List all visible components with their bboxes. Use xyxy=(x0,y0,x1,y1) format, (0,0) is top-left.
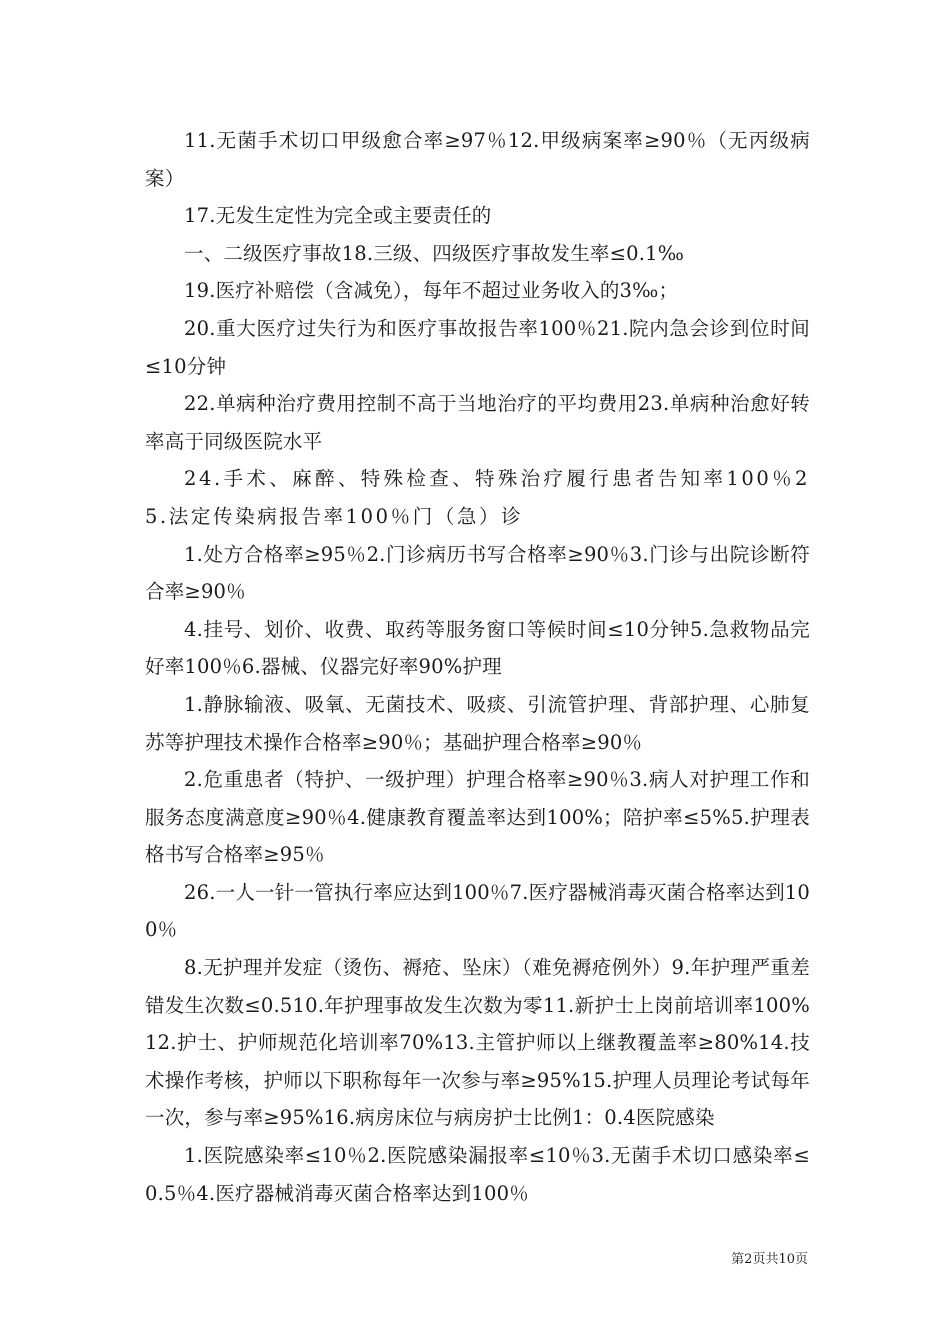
paragraph-1: 11.无菌手术切口甲级愈合率≥97％12.甲级病案率≥90％（无丙级病案） xyxy=(145,129,810,190)
page-number: 第2页共10页 xyxy=(731,1252,808,1267)
paragraph-12: 26.一人一针一管执行率应达到100％7.医疗器械消毒灭菌合格率达到100％ xyxy=(145,880,810,942)
paragraph-4: 19.医疗补赔偿（含减免），每年不超过业务收入的3‰； xyxy=(184,279,679,303)
paragraph-10: 1.静脉输液、吸氧、无菌技术、吸痰、引流管护理、背部护理、心肺复苏等护理技术操作合格率≥90％；基础护理合格率≥90％ xyxy=(145,692,810,754)
paragraph-8: 1.处方合格率≥95％2.门诊病历书写合格率≥90％3.门诊与出院诊断符合率≥90％ xyxy=(145,542,810,604)
paragraph-3: 一、二级医疗事故18.三级、四级医疗事故发生率≤0.1‰ xyxy=(184,241,685,265)
paragraph-6: 22.单病种治疗费用控制不高于当地治疗的平均费用23.单病种治愈好转率高于同级医院水平 xyxy=(145,392,810,453)
paragraph-9: 4.挂号、划价、收费、取药等服务窗口等候时间≤10分钟5.急救物品完好率100％6.器械、仪器完好率90%护理 xyxy=(145,617,810,679)
paragraph-5: 20.重大医疗过失行为和医疗事故报告率100％21.院内急会诊到位时间≤10分钟 xyxy=(145,316,810,378)
paragraph-13: 8.无护理并发症（烫伤、褥疮、坠床）（难免褥疮例外）9.年护理严重差错发生次数≤0.510.年护理事故发生次数为零11.新护士上岗前培训率100%12.护士、护师规范化培训率70%13.主管护师以上继教覆盖率≥80%14.技术操作考核，护师以下职称每年一次参与率≥95%15.护理人员理论考试每年一次，参与率≥95%16.病房床位与病房护士比例1：0.4医院感染 xyxy=(145,956,810,1130)
paragraph-14: 1.医院感染率≤10％2.医院感染漏报率≤10％3.无菌手术切口感染率≤0.5％4.医疗器械消毒灭菌合格率达到100％ xyxy=(145,1144,810,1205)
paragraph-7: 24.手术、麻醉、特殊检查、特殊治疗履行患者告知率100％25.法定传染病报告率100％门（急）诊 xyxy=(145,467,810,528)
paragraph-2: 17.无发生定性为完全或主要责任的 xyxy=(184,204,492,228)
document-body xyxy=(145,122,810,1212)
paragraph-11: 2.危重患者（特护、一级护理）护理合格率≥90％3.病人对护理工作和服务态度满意度≥90％4.健康教育覆盖率达到100%；陪护率≤5%5.护理表格书写合格率≥95％ xyxy=(145,768,810,867)
